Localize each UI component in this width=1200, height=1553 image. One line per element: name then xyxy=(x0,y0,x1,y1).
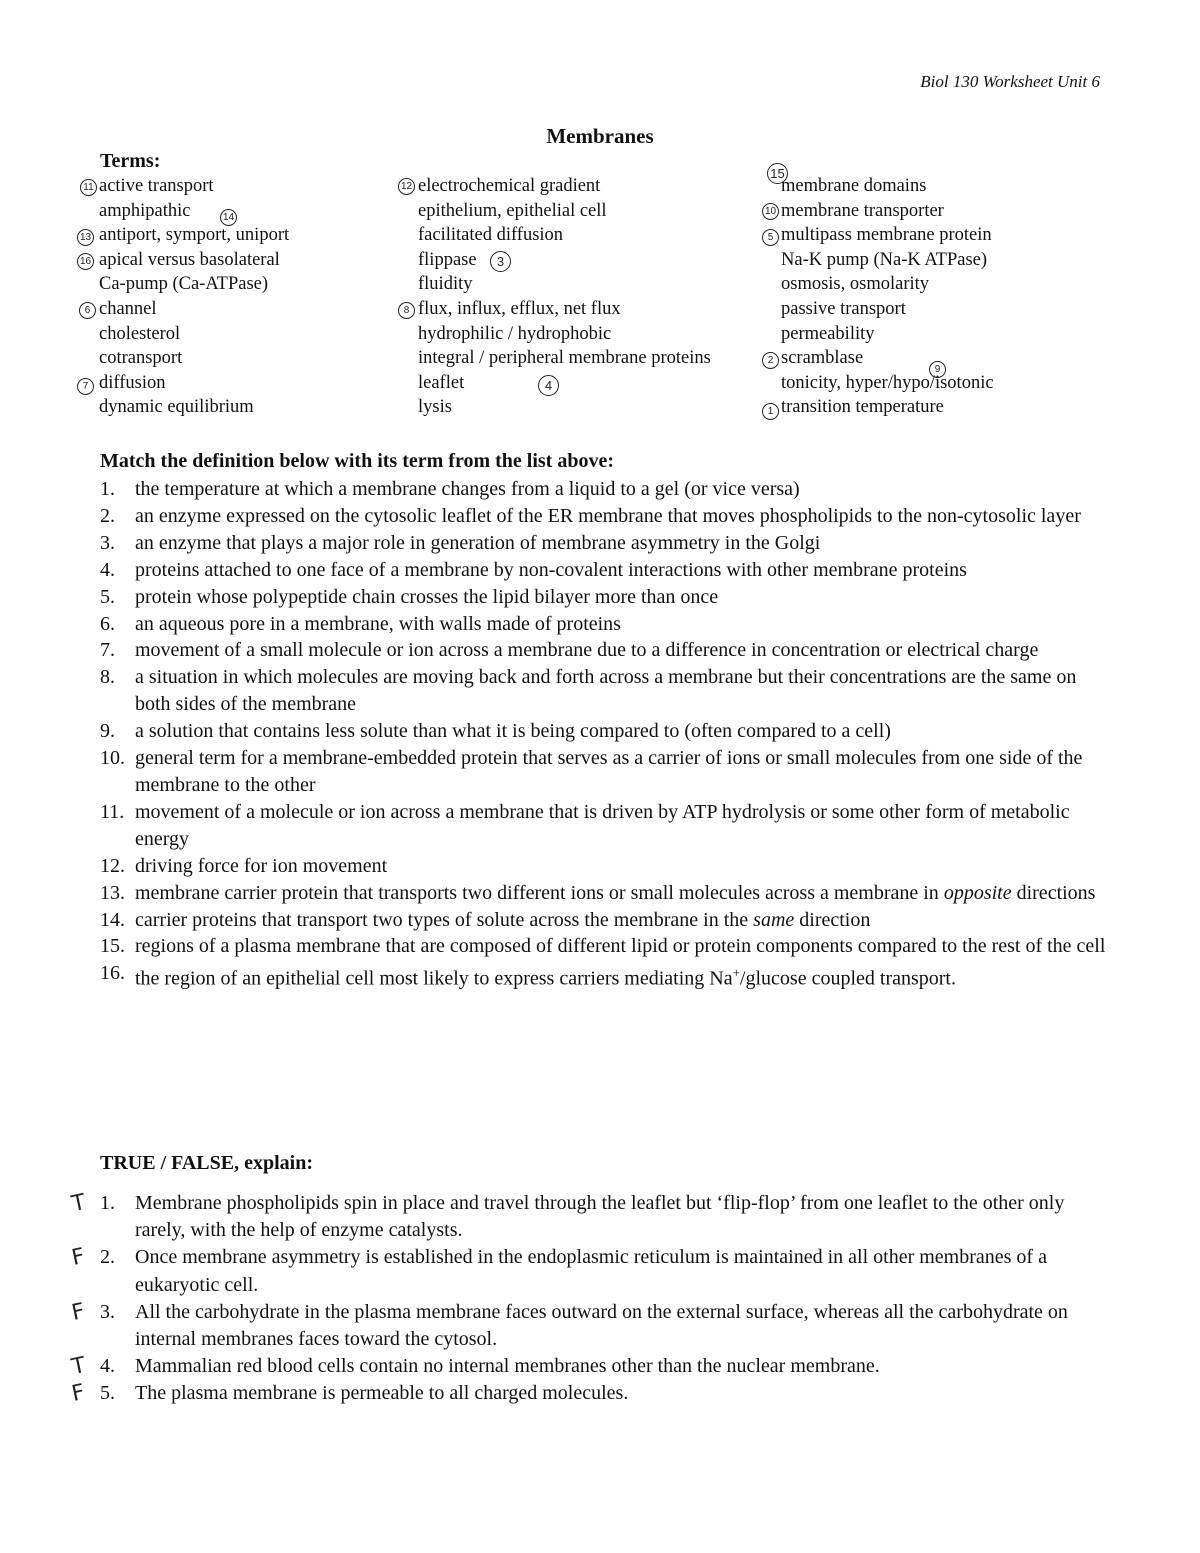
term: multipass membrane protein xyxy=(781,225,992,246)
terms-heading: Terms: xyxy=(100,150,161,172)
handwritten-circled-number: 4 xyxy=(538,375,559,396)
list-item: F 3. All the carbohydrate in the plasma membrane faces outward on the external surface, whereas all the carbohydrate on internal membranes faces toward the cytosol. xyxy=(69,1298,1068,1351)
list-item: F 2. Once membrane asymmetry is established in the endoplasmic reticulum is maintained in all other membranes of a eukaryotic cell. xyxy=(69,1244,1047,1296)
handwritten-circled-number: 1 xyxy=(762,403,779,420)
handwritten-verdict: T xyxy=(69,1189,88,1218)
handwritten-circled-number: 6 xyxy=(79,302,96,319)
definitions-list xyxy=(100,476,1110,993)
handwritten-circled-number: 11 xyxy=(80,179,97,196)
term: active transport xyxy=(99,176,214,196)
term: membrane domains xyxy=(781,176,927,196)
term: electrochemical gradient xyxy=(418,176,601,196)
term: tonicity, hyper/hypo/isotonic xyxy=(781,372,994,393)
list-item: 3. an enzyme that plays a major role in generation of membrane asymmetry in the Golgi xyxy=(100,531,821,554)
term: cholesterol xyxy=(99,323,181,344)
term: channel xyxy=(99,298,157,319)
term: passive transport xyxy=(781,298,906,319)
handwritten-circled-number: 14 xyxy=(220,209,237,226)
terms-column-2 xyxy=(418,174,711,420)
handwritten-circled-number: 9 xyxy=(929,361,946,378)
term: flux, influx, efflux, net flux xyxy=(418,298,621,319)
term: hydrophilic / hydrophobic xyxy=(418,323,612,344)
handwritten-circled-number: 7 xyxy=(77,378,94,395)
handwritten-verdict: F xyxy=(69,1380,88,1408)
handwritten-circled-number: 8 xyxy=(398,302,415,319)
term: cotransport xyxy=(99,348,183,369)
handwritten-circled-number: 10 xyxy=(762,203,779,220)
terms-column-1 xyxy=(99,174,289,420)
true-false-heading: TRUE / FALSE, explain: xyxy=(100,1152,313,1174)
handwritten-circled-number: 16 xyxy=(77,253,94,270)
term: transition temperature xyxy=(781,397,944,418)
term: amphipathic xyxy=(99,200,191,221)
term: diffusion xyxy=(99,372,166,393)
term: Na-K pump (Na-K ATPase) xyxy=(781,249,988,270)
terms-column-3 xyxy=(781,174,994,420)
handwritten-circled-number: 5 xyxy=(762,229,779,246)
match-heading: Match the definition below with its term from the list above: xyxy=(100,450,615,472)
list-item: 4. proteins attached to one face of a membrane by non-covalent interactions with other membrane proteins xyxy=(100,558,967,581)
list-item: 5. protein whose polypeptide chain crosses the lipid bilayer more than once xyxy=(100,585,719,608)
course-header: Biol 130 Worksheet Unit 6 xyxy=(920,72,1100,91)
list-item: 13. membrane carrier protein that transports two different ions or small molecules across a membrane in opposite directions xyxy=(100,881,1096,904)
list-item: 8. a situation in which molecules are moving back and forth across a membrane but their concentrations are the same on both sides of the membrane xyxy=(100,666,1077,716)
handwritten-circled-number: 3 xyxy=(490,251,511,272)
term: fluidity xyxy=(418,274,473,295)
list-item: 12. driving force for ion movement xyxy=(100,854,388,877)
term: facilitated diffusion xyxy=(418,225,564,246)
list-item: 7. movement of a small molecule or ion across a membrane due to a difference in concentration or electrical charge xyxy=(100,639,1039,662)
handwritten-circled-number: 12 xyxy=(398,178,415,195)
handwritten-circled-number: 15 xyxy=(767,163,788,184)
list-item: 16. the region of an epithelial cell most likely to express carriers mediating Na+/glucose coupled transport. xyxy=(100,962,956,990)
list-item: 2. an enzyme expressed on the cytosolic leaflet of the ER membrane that moves phospholipids to the non-cytosolic layer xyxy=(100,504,1081,527)
term: epithelium, epithelial cell xyxy=(418,200,607,221)
list-item: 1. the temperature at which a membrane changes from a liquid to a gel (or vice versa) xyxy=(100,478,800,500)
list-item: 6. an aqueous pore in a membrane, with walls made of proteins xyxy=(100,612,621,635)
term: leaflet xyxy=(418,372,465,393)
list-item: F 5. The plasma membrane is permeable to all charged molecules. xyxy=(69,1380,629,1408)
term: dynamic equilibrium xyxy=(99,397,254,418)
handwritten-circled-number: 13 xyxy=(77,229,94,246)
list-item: T 4. Mammalian red blood cells contain no internal membranes other than the nuclear membrane. xyxy=(69,1353,880,1381)
list-item: T 1. Membrane phospholipids spin in place and travel through the leaflet but ‘flip-flop’ from one leaflet to the other only rarely, with the help of enzyme catalysts. xyxy=(69,1189,1065,1242)
page-title: Membranes xyxy=(546,124,654,148)
handwritten-verdict: F xyxy=(69,1298,88,1326)
handwritten-verdict: F xyxy=(69,1244,88,1272)
term: apical versus basolateral xyxy=(99,249,280,270)
term: flippase xyxy=(418,249,477,270)
term: scramblase xyxy=(781,348,864,369)
list-item: 14. carrier proteins that transport two types of solute across the membrane in the same direction xyxy=(100,908,871,931)
term: Ca-pump (Ca-ATPase) xyxy=(99,274,269,295)
term: membrane transporter xyxy=(781,200,944,221)
list-item: 11. movement of a molecule or ion across a membrane that is driven by ATP hydrolysis or some other form of metabolic energy xyxy=(100,800,1070,850)
list-item: 15. regions of a plasma membrane that are composed of different lipid or protein components compared to the rest of the cell xyxy=(100,935,1106,958)
term: permeability xyxy=(781,323,875,344)
handwritten-verdict: T xyxy=(69,1353,88,1381)
term: integral / peripheral membrane proteins xyxy=(418,348,711,369)
term: osmosis, osmolarity xyxy=(781,274,930,295)
true-false-list xyxy=(69,1189,1110,1408)
handwritten-circled-number: 2 xyxy=(762,352,779,369)
term: lysis xyxy=(418,397,452,418)
list-item: 10. general term for a membrane-embedded protein that serves as a carrier of ions or small molecules from one side of the membrane to the other xyxy=(100,747,1083,796)
list-item: 9. a solution that contains less solute than what it is being compared to (often compared to a cell) xyxy=(100,720,891,743)
term: antiport, symport, uniport xyxy=(99,225,290,246)
